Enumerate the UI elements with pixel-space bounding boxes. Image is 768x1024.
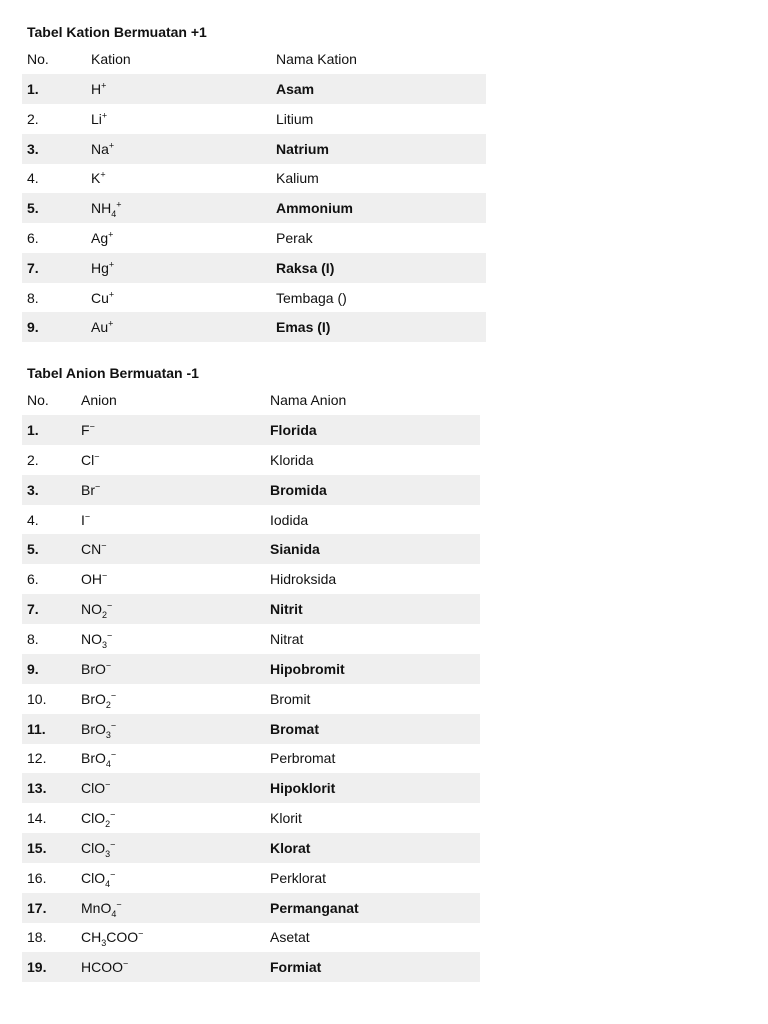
table-row <box>22 283 486 313</box>
row-number: 14. <box>27 810 47 827</box>
table-row <box>22 312 486 342</box>
ion-formula <box>81 719 117 740</box>
ion-subscript: 2 <box>105 818 111 829</box>
ion-charge: + <box>108 288 115 299</box>
row-number: 1. <box>27 81 39 97</box>
table-row <box>22 223 486 253</box>
ion-formula <box>91 290 114 306</box>
ion-name: Tembaga () <box>276 289 347 306</box>
ion-name: Emas (I) <box>276 319 331 336</box>
header-nama-kation: Nama Kation <box>276 51 357 67</box>
row-number: 16. <box>27 869 47 886</box>
ion-formula <box>91 199 122 219</box>
ion-symbol: BrO <box>81 690 106 707</box>
ion-formula <box>81 422 95 438</box>
row-number: 17. <box>27 899 47 916</box>
table-row <box>22 893 480 923</box>
ion-name: Hidroksida <box>270 571 337 588</box>
ion-name: Bromit <box>270 690 311 707</box>
anion-table-title: Tabel Anion Bermuatan -1 <box>27 365 199 381</box>
ion-formula <box>81 809 116 829</box>
ion-formula <box>81 541 107 557</box>
ion-name: Formiat <box>270 959 322 976</box>
table-row <box>22 833 480 863</box>
ion-name: Perklorat <box>270 869 327 886</box>
ion-formula <box>81 780 110 796</box>
row-number: 4. <box>27 511 39 528</box>
ion-charge: − <box>107 630 113 641</box>
ion-charge: − <box>107 600 113 611</box>
ion-symbol: K <box>91 170 101 187</box>
ion-charge: + <box>101 110 108 121</box>
ion-name: Permanganat <box>270 899 359 916</box>
ion-charge: − <box>138 928 144 939</box>
ion-charge: − <box>101 540 107 551</box>
ion-subscript: 2 <box>105 699 111 710</box>
row-number: 7. <box>27 601 39 618</box>
ion-name: Raksa (I) <box>276 259 335 276</box>
ion-symbol: NH <box>91 200 112 217</box>
ion-formula <box>81 600 113 620</box>
row-number: 11. <box>27 720 46 737</box>
ion-symbol: Li <box>91 110 102 127</box>
anion-header-row <box>22 385 480 415</box>
ion-symbol-cont: COO <box>106 929 139 946</box>
ion-symbol: ClO <box>81 869 106 886</box>
row-number: 10. <box>27 690 47 707</box>
ion-symbol: Au <box>91 319 109 336</box>
ion-formula <box>81 452 100 468</box>
ion-charge: − <box>110 869 116 880</box>
table-row <box>22 104 486 134</box>
ion-charge: + <box>108 229 114 240</box>
ion-formula <box>81 959 128 975</box>
ion-charge: − <box>123 958 129 969</box>
ion-name: Klorat <box>270 839 311 856</box>
ion-subscript: 3 <box>105 729 111 740</box>
ion-formula <box>81 571 107 587</box>
ion-name: Sianida <box>270 541 320 558</box>
row-number: 7. <box>27 259 39 276</box>
ion-subscript: 3 <box>101 938 107 949</box>
ion-symbol: OH <box>81 571 102 588</box>
table-row <box>22 803 480 833</box>
ion-name: Perbromat <box>270 750 336 767</box>
table-row <box>22 922 480 952</box>
row-number: 9. <box>27 319 39 336</box>
ion-symbol: BrO <box>81 660 106 677</box>
ion-formula <box>81 482 100 498</box>
ion-formula <box>81 512 90 528</box>
table-row <box>22 534 480 564</box>
ion-formula <box>91 170 106 186</box>
ion-formula <box>91 260 114 276</box>
ion-name: Klorit <box>270 810 302 827</box>
ion-charge: − <box>84 510 91 521</box>
ion-symbol: F <box>81 422 90 438</box>
ion-subscript: 3 <box>105 848 111 859</box>
row-number: 2. <box>27 451 39 468</box>
row-number: 5. <box>27 200 39 217</box>
row-number: 18. <box>27 929 47 946</box>
ion-name: Nitrit <box>270 601 303 618</box>
ion-name: Iodida <box>270 511 309 528</box>
ion-formula <box>81 839 116 859</box>
ion-symbol: Ag <box>91 230 109 246</box>
ion-name: Hipobromit <box>270 660 345 677</box>
ion-name: Nitrat <box>270 630 304 647</box>
table-row <box>22 714 480 744</box>
header-no: No. <box>27 51 49 67</box>
ion-subscript: 4 <box>105 759 111 770</box>
ion-charge: − <box>110 749 117 760</box>
kation-table-title: Tabel Kation Bermuatan +1 <box>27 24 207 40</box>
table-row <box>22 594 480 624</box>
ion-subscript: 3 <box>102 639 108 650</box>
ion-name: Bromat <box>270 720 320 737</box>
ion-formula <box>91 81 106 97</box>
ion-charge: + <box>108 318 114 329</box>
ion-charge: − <box>94 451 100 462</box>
ion-symbol: BrO <box>81 720 106 737</box>
row-number: 13. <box>27 780 47 797</box>
row-number: 3. <box>27 140 39 157</box>
table-row <box>22 952 480 982</box>
row-number: 19. <box>27 959 47 976</box>
ion-name: Kalium <box>276 170 319 187</box>
ion-symbol: ClO <box>81 780 106 797</box>
ion-charge: + <box>108 259 115 270</box>
table-row <box>22 415 480 445</box>
ion-charge: + <box>100 169 106 180</box>
ion-formula <box>81 661 111 677</box>
table-row <box>22 475 480 505</box>
table-row <box>22 193 486 223</box>
ion-charge: − <box>110 839 116 850</box>
ion-formula <box>81 749 117 770</box>
row-number: 2. <box>27 110 39 127</box>
table-row <box>22 134 486 164</box>
table-row <box>22 74 486 104</box>
kation-header-row <box>22 44 486 74</box>
table-row <box>22 684 480 714</box>
ion-name: Hipoklorit <box>270 780 336 797</box>
ion-symbol: H <box>91 81 102 97</box>
ion-formula <box>91 141 114 157</box>
ion-symbol: NO <box>81 630 102 647</box>
ion-formula <box>81 898 122 919</box>
ion-charge: − <box>102 570 108 581</box>
ion-name: Ammonium <box>276 200 353 217</box>
row-number: 8. <box>27 630 39 647</box>
ion-charge: − <box>110 809 116 820</box>
ion-symbol: Br <box>81 481 95 498</box>
row-number: 1. <box>27 422 39 438</box>
row-number: 3. <box>27 481 39 498</box>
row-number: 15. <box>27 839 47 856</box>
ion-symbol: CH <box>81 929 102 946</box>
ion-charge: − <box>116 898 122 909</box>
header-no: No. <box>27 392 49 408</box>
ion-symbol: Hg <box>91 259 109 276</box>
ion-symbol: Cu <box>91 289 109 306</box>
ion-name: Asetat <box>270 929 310 946</box>
row-number: 4. <box>27 170 39 187</box>
table-row <box>22 253 486 283</box>
ion-formula <box>91 111 107 127</box>
table-row <box>22 445 480 475</box>
ion-name: Litium <box>276 110 314 127</box>
ion-formula <box>81 869 116 889</box>
ion-symbol: CN <box>81 541 102 558</box>
header-nama-anion: Nama Anion <box>270 392 347 408</box>
ion-charge: − <box>110 719 117 730</box>
ion-formula <box>81 689 117 710</box>
ion-subscript: 4 <box>105 878 111 889</box>
ion-charge: + <box>116 199 122 210</box>
ion-name: Perak <box>276 230 313 246</box>
ion-subscript: 4 <box>111 208 117 219</box>
row-number: 6. <box>27 571 39 588</box>
ion-formula <box>81 928 144 949</box>
ion-symbol: I <box>81 511 85 528</box>
ion-name: Bromida <box>270 481 327 498</box>
ion-charge: + <box>108 139 115 150</box>
ion-charge: − <box>89 421 95 432</box>
table-row <box>22 863 480 893</box>
ion-charge: + <box>101 80 107 91</box>
ion-name: Klorida <box>270 451 314 468</box>
ion-subscript: 4 <box>111 908 117 919</box>
ion-symbol: MnO <box>81 899 112 916</box>
row-number: 5. <box>27 541 39 558</box>
ion-formula <box>81 630 113 650</box>
table-row <box>22 743 480 773</box>
row-number: 6. <box>27 230 39 246</box>
ion-formula <box>91 230 113 246</box>
row-number: 8. <box>27 289 39 306</box>
table-row <box>22 163 486 193</box>
table-row <box>22 773 480 803</box>
ion-symbol: ClO <box>81 839 106 856</box>
ion-symbol: HCOO <box>81 959 123 976</box>
table-row <box>22 654 480 684</box>
table-row <box>22 624 480 654</box>
row-number: 12. <box>27 750 47 767</box>
ion-name: Florida <box>270 422 317 438</box>
header-kation: Kation <box>91 51 131 67</box>
ion-symbol: NO <box>81 601 102 618</box>
ion-symbol: Cl <box>81 451 95 468</box>
ion-charge: − <box>110 689 117 700</box>
ion-charge: − <box>105 779 111 790</box>
ion-symbol: BrO <box>81 750 106 767</box>
ion-subscript: 2 <box>102 609 108 620</box>
ion-charge: − <box>105 660 112 671</box>
ion-symbol: ClO <box>81 810 106 827</box>
header-anion: Anion <box>81 392 117 408</box>
row-number: 9. <box>27 660 39 677</box>
table-row <box>22 564 480 594</box>
ion-symbol: Na <box>91 140 109 157</box>
ion-charge: − <box>95 481 101 492</box>
ion-name: Asam <box>276 81 315 97</box>
ion-name: Natrium <box>276 140 329 157</box>
table-row <box>22 505 480 535</box>
ion-formula <box>91 319 113 335</box>
